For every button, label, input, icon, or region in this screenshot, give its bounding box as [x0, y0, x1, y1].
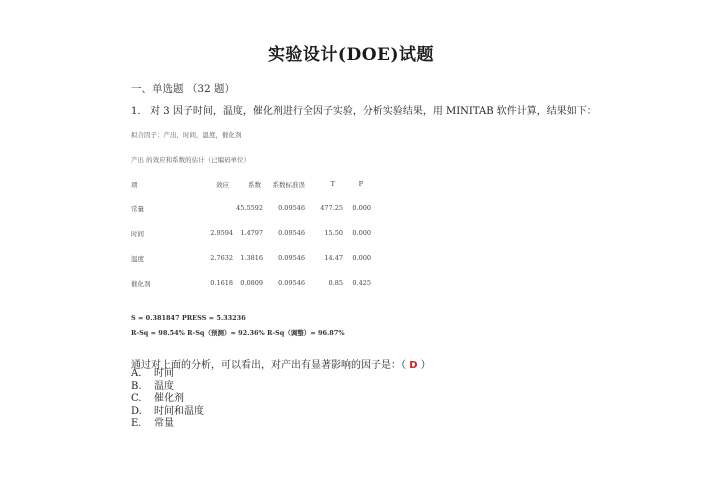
options-list — [131, 368, 204, 431]
table-row — [131, 204, 371, 214]
header-cell: P — [358, 180, 363, 188]
table-cell: 0.85 — [328, 279, 343, 287]
table-cell: 2.9594 — [210, 229, 233, 237]
table-cell: 催化剂 — [131, 280, 151, 288]
option-text: 温度 — [154, 380, 174, 392]
table-cell: 0.09546 — [278, 279, 305, 287]
option-text: 时间 — [154, 368, 174, 379]
option-item — [131, 406, 204, 419]
table-cell: 0.09546 — [278, 204, 305, 212]
stats-line-2: R-Sq = 98.54% R-Sq（预测）= 92.36% R-Sq（调整）= 96.87% — [131, 329, 345, 337]
fit-factors-line: 拟合因子：产出，时间，温度，催化剂 — [131, 131, 242, 139]
table-cell: 0.1618 — [210, 279, 233, 287]
table-cell: 0.09546 — [278, 254, 305, 262]
table-cell: 1.4797 — [240, 229, 263, 237]
table-cell: 2.7632 — [210, 254, 233, 262]
table-cell: 0.09546 — [278, 229, 305, 237]
option-letter: A. — [131, 368, 142, 379]
table-row — [131, 254, 371, 264]
table-cell: 477.25 — [320, 204, 343, 212]
page-title: 实验设计(DOE)试题 — [267, 45, 435, 65]
header-cell: T — [330, 180, 335, 188]
table-cell: 温度 — [131, 255, 144, 263]
question-body: 对 3 因子时间，温度，催化剂进行全因子实验，分析实验结果，用 MINITAB 软件计算，结果如下： — [150, 106, 597, 117]
table-cell: 时间 — [131, 230, 144, 238]
stats-line-1: S = 0.381847 PRESS = 5.33236 — [131, 314, 246, 322]
answer-mark: D — [409, 360, 418, 371]
header-cell: 系数 — [248, 181, 261, 189]
option-text: 常量 — [154, 418, 174, 429]
table-cell: 1.3816 — [240, 254, 263, 262]
option-letter: E. — [131, 418, 142, 429]
table-cell: 0.0809 — [240, 279, 263, 287]
option-item — [131, 381, 204, 394]
question-number: 1. — [131, 106, 141, 117]
table-cell: 0.000 — [352, 254, 371, 262]
table-cell: 0.000 — [352, 229, 371, 237]
table-cell: 0.000 — [352, 204, 371, 212]
option-text: 催化剂 — [154, 393, 184, 404]
table-row — [131, 229, 371, 239]
prompt-close: ） — [420, 360, 431, 371]
option-letter: D. — [131, 405, 142, 417]
header-cell: 效应 — [216, 181, 229, 189]
table-cell: 14.47 — [324, 254, 343, 262]
table-cell: 常量 — [131, 205, 144, 213]
section-heading: 一、单选题 （32 题） — [131, 83, 236, 95]
table-cell: 0.425 — [352, 279, 371, 287]
option-item — [131, 418, 204, 431]
prompt-text: 通过对上面的分析，可以看出，对产出有显著影响的因子是：（ — [131, 360, 406, 371]
table-header — [131, 180, 371, 190]
option-letter: B. — [131, 380, 142, 392]
option-item — [131, 393, 204, 406]
question-text — [131, 102, 597, 117]
option-item — [131, 368, 204, 381]
header-cell: 系数标准误 — [272, 181, 305, 189]
table-cell: 45.5592 — [236, 204, 263, 212]
table-cell: 15.50 — [324, 229, 343, 237]
option-text: 时间和温度 — [154, 405, 204, 417]
estimate-line: 产出 的效应和系数的估计（已编码单位） — [131, 156, 251, 164]
header-cell: 项 — [131, 181, 138, 189]
option-letter: C. — [131, 393, 142, 404]
table-row — [131, 279, 371, 289]
